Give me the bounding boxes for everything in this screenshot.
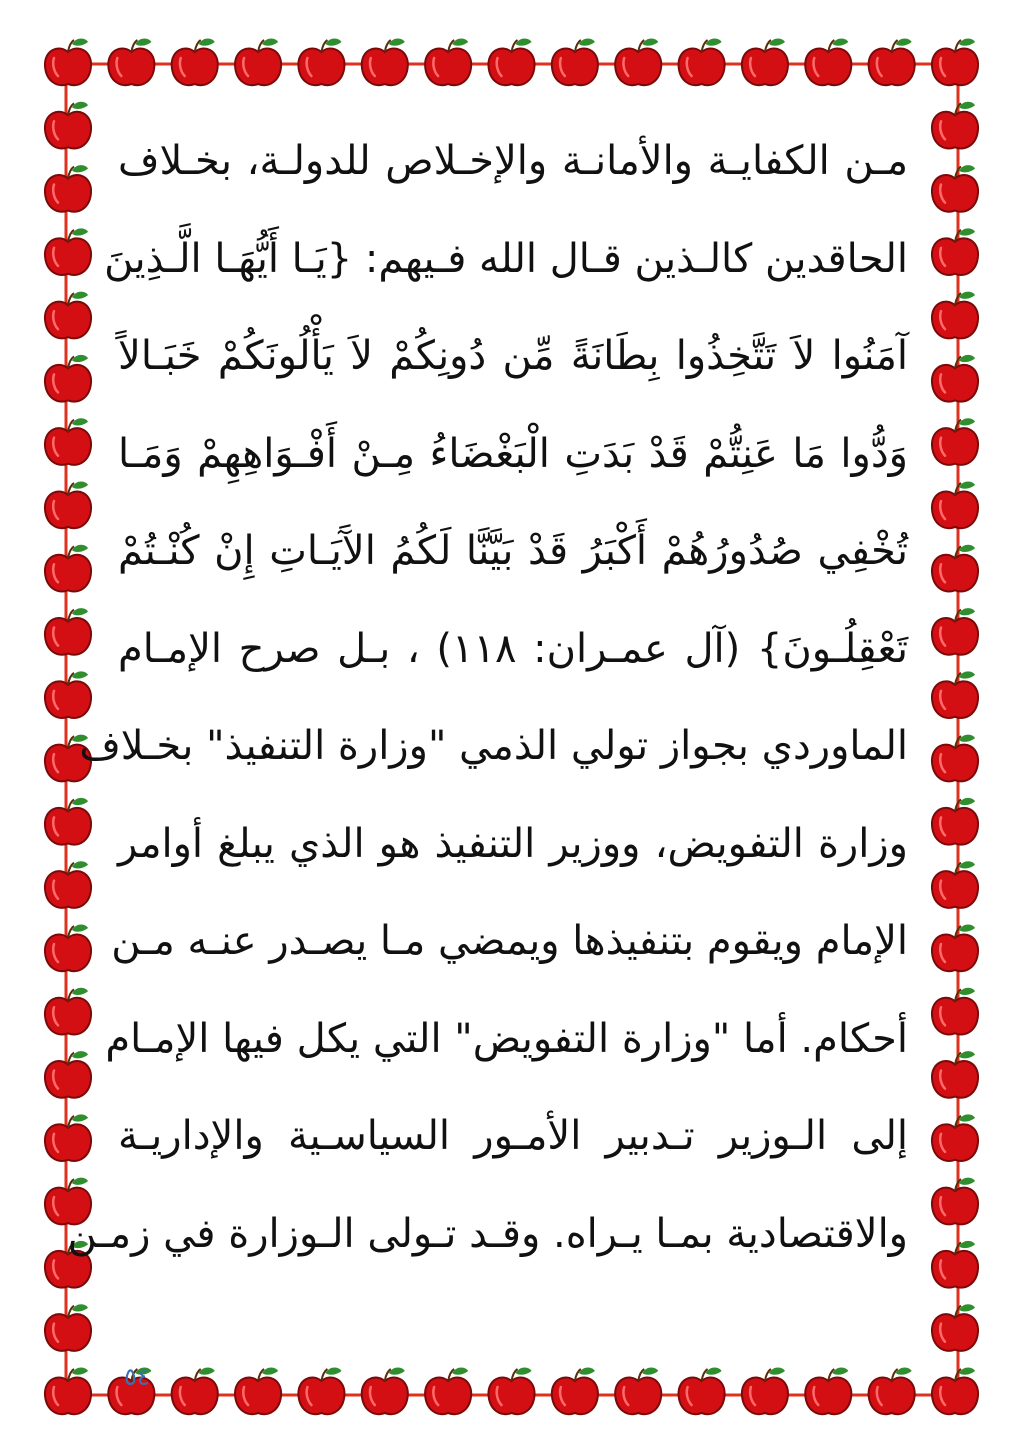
apple-icon [45, 482, 91, 529]
apple-icon [932, 861, 978, 908]
text-line-10: أحكام. أما "وزارة التفويض" التي يكل فيها الإمـام [105, 1015, 908, 1062]
apple-icon [932, 925, 978, 972]
apple-icon [108, 39, 154, 86]
text-line-5: تُخْفِي صُدُورُهُمْ أَكْبَرُ قَدْ بَيَّنَّا لَكُمُ الآَيَـاتِ إِنْ كُنْـتُمْ [118, 528, 908, 574]
page-number: ٥٤ [124, 1363, 150, 1391]
apple-icon [932, 39, 978, 86]
apple-icon [615, 1368, 661, 1415]
apple-icon [932, 1051, 978, 1098]
apple-icon [615, 39, 661, 86]
apple-icon [45, 671, 91, 718]
apple-icon [869, 39, 915, 86]
apple-icon [45, 608, 91, 655]
apple-icon [45, 1114, 91, 1161]
apple-icon [425, 39, 471, 86]
apple-icon [172, 39, 218, 86]
apple-icon [932, 228, 978, 275]
apple-icon [679, 39, 725, 86]
apple-icon [679, 1368, 725, 1415]
apple-icon [45, 102, 91, 149]
apple-icon [298, 39, 344, 86]
text-line-4: وَدُّوا مَا عَنِتُّمْ قَدْ بَدَتِ الْبَغْضَاءُ مِـنْ أَفْـوَاهِهِمْ وَمَـا [118, 430, 908, 477]
apple-icon [45, 861, 91, 908]
apple-icon [932, 292, 978, 339]
apple-icon [932, 608, 978, 655]
apple-icon [235, 39, 281, 86]
apple-icon [932, 735, 978, 782]
apple-icon [425, 1368, 471, 1415]
apple-icon [45, 925, 91, 972]
apple-icon [488, 1368, 534, 1415]
apple-icon [932, 988, 978, 1035]
apple-icon [45, 418, 91, 465]
text-line-1: مـن الكفايـة والأمانـة والإخـلاص للدولـة، بخـلاف [118, 138, 908, 184]
text-line-7: الماوردي بجواز تولي الذمي "وزارة التنفيذ" بخـلاف [79, 723, 908, 769]
apple-icon [932, 1304, 978, 1351]
apple-icon [45, 39, 91, 86]
apple-icon [932, 165, 978, 212]
text-line-2: الحاقدين كالـذين قـال الله فـيهم: {يَـا أَيُّهَـا الَّـذِينَ [104, 235, 908, 282]
apple-icon [932, 1368, 978, 1415]
apple-icon [45, 292, 91, 339]
text-line-9: الإمام ويقوم بتنفيذها ويمضي مـا يصـدر عنـه مـن [111, 918, 908, 964]
apple-icon [45, 798, 91, 845]
apple-icon [932, 482, 978, 529]
apple-icon [932, 798, 978, 845]
apple-icon [742, 39, 788, 86]
apple-icon [45, 165, 91, 212]
apple-icon [869, 1368, 915, 1415]
text-line-8: وزارة التفويض، ووزير التنفيذ هو الذي يبلغ أوامر [118, 820, 908, 867]
apple-icon [45, 1304, 91, 1351]
apple-icon [805, 1368, 851, 1415]
apple-icon [235, 1368, 281, 1415]
apple-icon [805, 39, 851, 86]
apple-icon [172, 1368, 218, 1415]
apple-icon [932, 1241, 978, 1288]
apple-icon [742, 1368, 788, 1415]
text-line-3: آمَنُوا لاَ تَتَّخِذُوا بِطَانَةً مِّن دُونِكُمْ لاَ يَأْلُونَكُمْ خَبَـالاً [118, 333, 908, 379]
text-line-11: إلى الـوزير تـدبير الأمـور السياسـية والإداريـة [118, 1113, 908, 1159]
apple-icon [362, 1368, 408, 1415]
apple-icon [932, 1114, 978, 1161]
apple-icon [298, 1368, 344, 1415]
apple-icon [932, 671, 978, 718]
text-line-6: تَعْقِلُـونَ} (آل عمـران: ١١٨) ، بـل صرح الإمـام [118, 625, 908, 672]
apple-icon [45, 355, 91, 402]
apple-icon [932, 102, 978, 149]
apple-icon [488, 39, 534, 86]
apple-icon [932, 545, 978, 592]
apple-icon [552, 1368, 598, 1415]
apple-icon [362, 39, 408, 86]
apple-icon [932, 355, 978, 402]
apple-icon [932, 1178, 978, 1225]
apple-icon [552, 39, 598, 86]
apple-icon [45, 228, 91, 275]
apple-icon [45, 1368, 91, 1415]
apple-icon [45, 545, 91, 592]
apple-icon [932, 418, 978, 465]
body-text [67, 128, 908, 1298]
text-line-12: والاقتصادية بمـا يـراه. وقـد تـولى الـوزارة في زمـن [67, 1210, 908, 1257]
apple-icon [45, 1051, 91, 1098]
apple-icon [45, 988, 91, 1035]
